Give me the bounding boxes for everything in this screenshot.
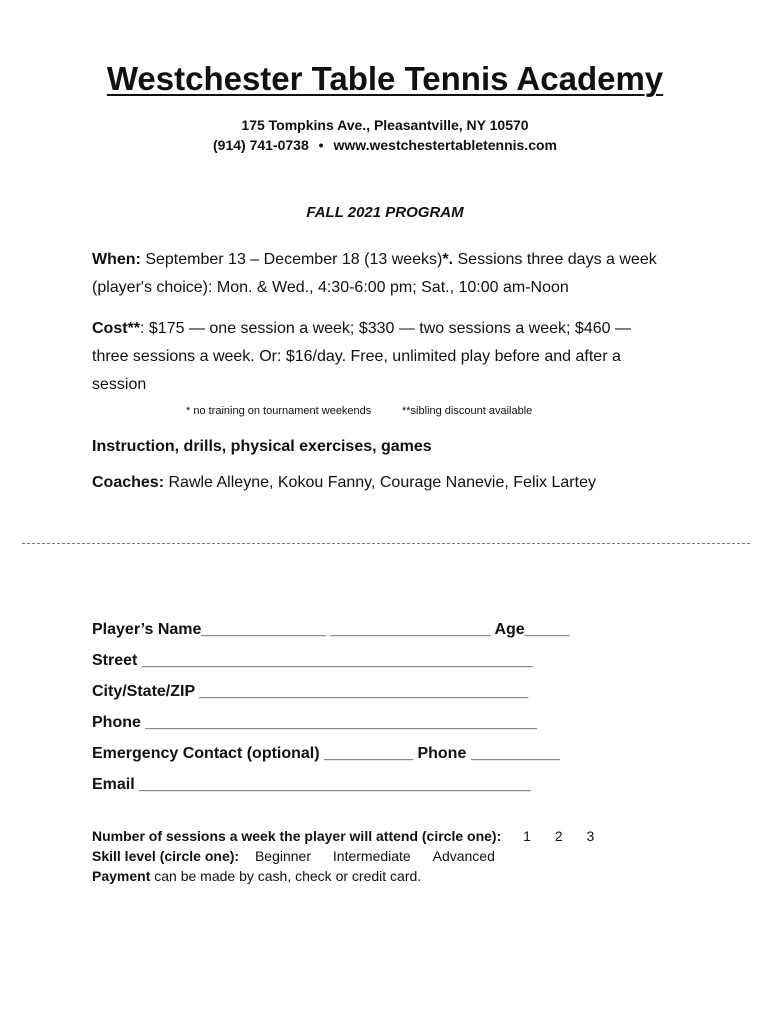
payment-label: Payment — [92, 868, 151, 884]
sessions-option-3[interactable]: 3 — [586, 828, 595, 844]
when-footnote-mark: *. — [442, 251, 454, 268]
city-state-zip-field[interactable]: City/State/ZIP _____________________________________ — [92, 683, 529, 700]
website-link: www.westchestertabletennis.com — [333, 137, 557, 153]
payment-row — [92, 866, 421, 886]
skill-option-intermediate[interactable]: Intermediate — [332, 848, 411, 864]
program-heading: FALL 2021 PROGRAM — [306, 204, 464, 221]
email-field[interactable]: Email ____________________________________________ — [92, 776, 531, 793]
coaches-line — [92, 469, 662, 497]
contact-line — [0, 137, 770, 153]
note-tournament: * no training on tournament weekends — [186, 405, 372, 417]
when-dates: September 13 – December 18 (13 weeks) — [145, 251, 443, 268]
cost-paragraph — [92, 315, 667, 399]
page-title: Westchester Table Tennis Academy — [106, 60, 664, 97]
cost-text: : $175 — one session a week; $330 — two sessions a week; $460 — three sessions a week. Or: $16/day. Free, unlimited play before and after a session — [92, 320, 631, 393]
address-line: 175 Tompkins Ave., Pleasantville, NY 10570 — [241, 117, 529, 133]
player-name-field[interactable]: Player’s Name______________ __________________ Age_____ — [92, 621, 570, 638]
when-label: When: — [92, 251, 141, 268]
skill-option-advanced[interactable]: Advanced — [432, 848, 495, 864]
phone-field[interactable]: Phone ____________________________________________ — [92, 714, 537, 731]
emergency-contact-field[interactable]: Emergency Contact (optional) __________ Phone __________ — [92, 745, 560, 762]
sessions-option-1[interactable]: 1 — [523, 828, 531, 844]
cost-label: Cost** — [92, 320, 141, 337]
coaches-label: Coaches: — [92, 474, 165, 491]
sessions-option-2[interactable]: 2 — [554, 828, 563, 844]
instruction-line: Instruction, drills, physical exercises, games — [92, 438, 432, 455]
skill-row — [92, 846, 495, 866]
cut-line-divider — [22, 543, 750, 544]
payment-text: can be made by cash, check or credit card. — [150, 868, 422, 884]
skill-label: Skill level (circle one): — [92, 848, 240, 864]
street-field[interactable]: Street ____________________________________________ — [92, 652, 534, 669]
sessions-row — [92, 826, 594, 846]
sessions-label: Number of sessions a week the player will attend (circle one): — [92, 828, 502, 844]
skill-option-beginner[interactable]: Beginner — [254, 848, 311, 864]
when-sessions: Sessions three days a week (player's choice): Mon. & Wed., 4:30-6:00 pm; Sat., 10:00 am-Noon — [92, 251, 657, 296]
phone-number: (914) 741-0738 — [213, 137, 309, 153]
when-paragraph — [92, 246, 662, 302]
coaches-names: Rawle Alleyne, Kokou Fanny, Courage Nanevie, Felix Lartey — [168, 474, 596, 491]
note-sibling: **sibling discount available — [402, 405, 533, 417]
separator-dot: • — [318, 137, 324, 153]
